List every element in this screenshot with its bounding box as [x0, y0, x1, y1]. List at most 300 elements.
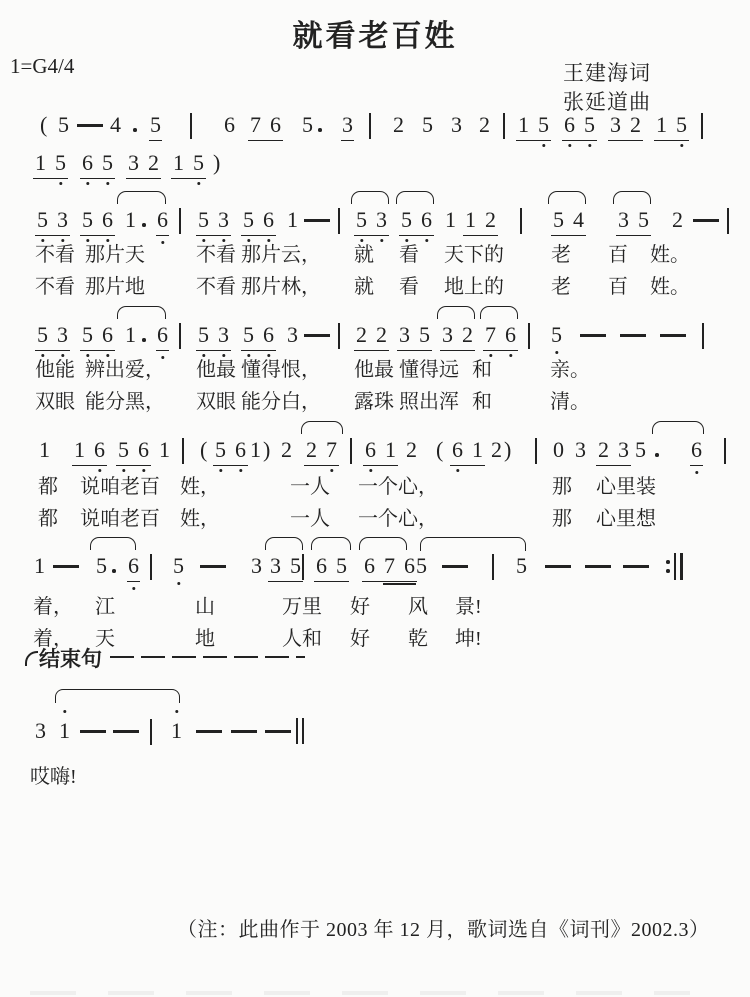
slur [117, 191, 166, 204]
octave-dot-below [239, 469, 242, 472]
note: 1 [385, 437, 396, 462]
song-title: 就看老百姓 [292, 20, 458, 53]
note: 1 [445, 207, 456, 232]
duration-dash [545, 565, 571, 568]
note: 1 [250, 437, 261, 462]
note: 6 [156, 322, 169, 351]
note: 5 [37, 207, 48, 233]
note: 5 [193, 150, 204, 176]
bar [296, 718, 298, 744]
beam-group [450, 437, 485, 466]
slur [311, 537, 351, 550]
note: 6 [82, 150, 93, 176]
note: 7 [326, 437, 337, 463]
barline [727, 208, 729, 234]
repeat-dot [666, 560, 670, 564]
beam-group [596, 437, 631, 466]
lyric-segment: 不看 [196, 244, 236, 266]
beam-group [116, 437, 151, 466]
note: 6 [505, 322, 516, 348]
barline [369, 113, 371, 139]
note: 5 [356, 207, 367, 233]
note: 3 [341, 112, 354, 141]
note: 5 [516, 553, 527, 578]
slur [396, 191, 434, 204]
beam-group [35, 322, 70, 351]
note: 1 [159, 437, 170, 462]
lyric-segment: 亲。 [550, 359, 590, 381]
lyric-segment: 乾 [408, 628, 428, 650]
lyric-segment: 心里装 [596, 476, 656, 498]
note: 3 [451, 112, 462, 137]
note: 6 [224, 112, 235, 137]
beam-group [562, 112, 597, 141]
slur [480, 306, 518, 319]
lyric-segment: 那片地 [85, 276, 145, 298]
note: 3 [251, 553, 262, 578]
augmentation-dot [142, 223, 146, 227]
note: 6 [452, 437, 463, 463]
note: 6 [421, 207, 432, 233]
note: 5 [58, 112, 69, 137]
note: 5 [302, 112, 313, 137]
coda-curve-icon [25, 651, 38, 666]
augmentation-dot [655, 453, 659, 457]
note: 5 [37, 322, 48, 348]
notation-text: ( [40, 112, 48, 137]
barline [701, 113, 703, 139]
lyric-segment: 好 [350, 628, 370, 650]
duration-dash [304, 334, 330, 337]
repeat-dots [666, 560, 670, 572]
slur [55, 689, 180, 703]
beam-group [126, 150, 161, 179]
repeat-barline [666, 553, 683, 580]
barline [492, 554, 494, 580]
note: 5 [419, 322, 430, 347]
octave-dot-below [542, 144, 545, 147]
note: 1 [125, 207, 136, 232]
duration-dash [693, 219, 719, 222]
lyric-segment: 双眼 [35, 391, 75, 413]
duration-dash [265, 730, 291, 733]
lyric-segment: 地上的 [444, 276, 504, 298]
note: 5 [638, 207, 649, 232]
note: 5 [635, 437, 646, 462]
note: 2 [356, 322, 367, 347]
key-signature: 1=G4/4 [10, 54, 75, 78]
lyric-segment: 天 [95, 628, 115, 650]
note: 1 [35, 150, 46, 175]
note: 5 [96, 553, 107, 578]
barline [520, 208, 522, 234]
note: 1 [125, 322, 136, 347]
barline [190, 113, 192, 139]
note: 2 [462, 322, 473, 347]
octave-dot-below [177, 582, 180, 585]
note: 3 [287, 322, 298, 347]
note: 4 [110, 112, 121, 137]
beam-group [397, 322, 432, 351]
lyric-segment: 双眼 [196, 391, 236, 413]
octave-dot-below [161, 241, 164, 244]
lyric-segment: 清。 [550, 391, 590, 413]
duration-dash [200, 565, 226, 568]
beam-group [354, 207, 389, 236]
beam-group [304, 437, 339, 466]
lyric-segment: 风 [408, 596, 428, 618]
note: 6 [102, 207, 113, 233]
beam-group [654, 112, 689, 141]
note: 3 [218, 207, 229, 233]
lyric-segment: 说咱老百 [80, 508, 160, 530]
beam-group [551, 207, 586, 236]
notation-text: ( [436, 437, 444, 462]
note: 3 [57, 207, 68, 233]
duration-dash [660, 334, 686, 337]
coda-dash-line [110, 656, 305, 658]
note: 3 [218, 322, 229, 348]
augmentation-dot [112, 569, 116, 573]
bar [302, 718, 304, 744]
note: 3 [57, 322, 68, 348]
lyricist-credit: 王建海词 [563, 61, 651, 85]
note: 2 [479, 112, 490, 137]
lyric-segment: 一个心， [358, 508, 438, 530]
note: 4 [573, 207, 584, 232]
octave-dot-below [197, 182, 200, 185]
slur [90, 537, 136, 550]
duration-dash [580, 334, 606, 337]
lyric-segment: 姓。 [650, 276, 690, 298]
lyric-segment: 着， [33, 596, 73, 618]
lyric-segment: 照出浑 [399, 391, 459, 413]
lyric-segment: 姓， [180, 508, 220, 530]
beam-group [80, 207, 115, 236]
note: 2 [672, 207, 683, 232]
slur [437, 306, 475, 319]
duration-dash [623, 565, 649, 568]
lyric-segment: 懂得远 [399, 359, 459, 381]
note: 1 [58, 718, 71, 744]
slur [613, 191, 651, 204]
note: 3 [376, 207, 387, 233]
page-edge-artifact [30, 991, 690, 995]
beam-group [35, 207, 70, 236]
note: 5 [118, 437, 129, 463]
lyric-segment: 就 [354, 276, 374, 298]
lyric-segment: 百 [608, 244, 628, 266]
note: 6 [156, 207, 169, 236]
note: 6 [102, 322, 113, 348]
note: 5 [676, 112, 687, 138]
octave-dot-below [330, 469, 333, 472]
thin-bar [674, 553, 676, 580]
lyric-segment: 他能 [35, 359, 75, 381]
note: 6 [235, 437, 246, 463]
octave-dot-below [106, 182, 109, 185]
composer-credit: 张延道曲 [563, 90, 651, 114]
note: 5 [550, 322, 563, 348]
note: 6 [365, 437, 376, 463]
note: 2 [148, 150, 159, 175]
repeat-dot [666, 569, 670, 573]
note: 5 [538, 112, 549, 138]
octave-dot-below [132, 587, 135, 590]
note: 1 [170, 718, 183, 744]
note: 5 [215, 437, 226, 463]
octave-dot-below [588, 144, 591, 147]
barline [302, 554, 304, 580]
barline [702, 323, 704, 349]
note: 7 [250, 112, 261, 137]
barline [150, 554, 152, 580]
barline [350, 438, 352, 464]
beam-group [241, 322, 276, 351]
note: 5 [172, 553, 185, 579]
note: 7 [384, 553, 395, 578]
barline [724, 438, 726, 464]
note: 5 [55, 150, 66, 176]
lyric-segment: 那片云， [241, 244, 321, 266]
note: 5 [422, 112, 433, 137]
beam-subgroup [384, 553, 415, 579]
lyric-segment: 地 [195, 628, 215, 650]
note: 5 [82, 322, 93, 348]
note: 5 [198, 207, 209, 233]
duration-dash [113, 730, 139, 733]
lyric-segment: 不看 [35, 276, 75, 298]
lyric-segment: 都 [38, 476, 58, 498]
duration-dash [53, 565, 79, 568]
note: 1 [173, 150, 184, 175]
octave-dot-below [59, 182, 62, 185]
note: 5 [416, 553, 427, 578]
note: 2 [281, 437, 292, 462]
barline [150, 719, 152, 745]
note: 1 [472, 437, 483, 462]
beam-group [196, 207, 231, 236]
lyric-segment: 看 [399, 244, 419, 266]
note: 7 [485, 322, 496, 348]
lyric-segment: 好 [350, 596, 370, 618]
lyric-segment: 那片天 [85, 244, 145, 266]
note: 2 [376, 322, 387, 347]
lyric-segment: 和 [472, 359, 492, 381]
lyric-segment: 万里 [282, 596, 322, 618]
beam-group [362, 553, 417, 582]
note: 5 [102, 150, 113, 176]
lyric-segment: 能分白， [241, 391, 321, 413]
note: 6 [263, 207, 274, 233]
note: 6 [364, 553, 375, 578]
slur [420, 537, 526, 551]
beam-group [314, 553, 349, 582]
beam-group [248, 112, 283, 141]
slur [548, 191, 586, 204]
beam-group [463, 207, 498, 236]
duration-dash [620, 334, 646, 337]
slur [301, 421, 343, 434]
beam-group [363, 437, 398, 466]
note: 2 [406, 437, 417, 462]
note: 6 [263, 322, 274, 348]
beam-group [196, 322, 231, 351]
octave-dot-below [695, 471, 698, 474]
slur [652, 421, 704, 434]
footnote: （注：此曲作于 2003 年 12 月，歌词选自《词刊》2002.3） [177, 919, 710, 941]
final-barline [296, 718, 304, 744]
beam-group [213, 437, 248, 466]
note: 6 [690, 437, 703, 466]
lyric-segment: 江 [95, 596, 115, 618]
lyric-segment: 姓， [180, 476, 220, 498]
note: 6 [94, 437, 105, 463]
duration-dash [80, 730, 106, 733]
beam-group [268, 553, 303, 582]
lyric-segment: 人和 [282, 628, 322, 650]
note: 5 [584, 112, 595, 138]
lyric-segment: 坤! [455, 628, 482, 650]
note: 3 [610, 112, 621, 137]
octave-dot-below [425, 239, 428, 242]
note: 5 [198, 322, 209, 348]
note: 3 [442, 322, 453, 347]
note: 5 [243, 207, 254, 233]
slur [117, 306, 166, 319]
lyric-segment: 懂得恨， [241, 359, 321, 381]
note: 5 [149, 112, 162, 141]
slur [359, 537, 407, 550]
augmentation-dot [318, 128, 322, 132]
note: 2 [491, 437, 502, 462]
note: 2 [485, 207, 496, 232]
note: 3 [575, 437, 586, 462]
note: 2 [598, 437, 609, 462]
note: 3 [399, 322, 410, 347]
note: 1 [34, 553, 45, 578]
barline [182, 438, 184, 464]
lyric-segment: 那 [552, 476, 572, 498]
note: 6 [127, 553, 140, 582]
note: 6 [270, 112, 281, 137]
octave-dot-below [509, 354, 512, 357]
barline [179, 208, 181, 234]
augmentation-dot [133, 128, 137, 132]
lyric-segment: 他最 [354, 359, 394, 381]
lyric-segment: 都 [38, 508, 58, 530]
barline [338, 208, 340, 234]
note: 5 [336, 553, 347, 578]
lyric-segment: 一人 [290, 508, 330, 530]
note: 3 [128, 150, 139, 175]
lyric-segment: 那 [552, 508, 572, 530]
lyric-segment: 一人 [290, 476, 330, 498]
lyric-segment: 山 [195, 596, 215, 618]
octave-dot-below [380, 239, 383, 242]
beam-group [440, 322, 475, 351]
note: 3 [618, 437, 629, 462]
octave-dot-below [86, 182, 89, 185]
octave-dot-above [175, 710, 178, 713]
beam-group [80, 150, 115, 179]
beam-group [80, 322, 115, 351]
beam-group [608, 112, 643, 141]
lyric-segment: 辨出爱， [85, 359, 165, 381]
lyric-segment: 能分黑， [85, 391, 165, 413]
octave-dot-below [456, 469, 459, 472]
note: 2 [393, 112, 404, 137]
lyric-segment: 露珠 [354, 391, 394, 413]
slur [265, 537, 303, 550]
beam-group [171, 150, 206, 179]
lyric-segment: 老 [551, 276, 571, 298]
note: 1 [465, 207, 476, 232]
duration-dash [304, 219, 330, 222]
note: 6 [404, 553, 415, 578]
note: 5 [401, 207, 412, 233]
beam-group [616, 207, 651, 236]
note: 6 [564, 112, 575, 138]
lyric-segment: 百 [608, 276, 628, 298]
note: 3 [618, 207, 629, 232]
barline [535, 438, 537, 464]
lyric-segment: 着， [33, 628, 73, 650]
beam-group [516, 112, 551, 141]
lyric-segment: 他最 [196, 359, 236, 381]
notation-text: ) [213, 150, 221, 175]
barline [338, 323, 340, 349]
thick-bar [680, 553, 684, 580]
note: 5 [82, 207, 93, 233]
note: 0 [553, 437, 564, 462]
duration-dash [196, 730, 222, 733]
augmentation-dot [142, 338, 146, 342]
lyric-segment: 心里想 [596, 508, 656, 530]
lyric-segment: 老 [551, 244, 571, 266]
notation-text: ( [200, 437, 208, 462]
duration-dash [77, 124, 103, 127]
beam-group [241, 207, 276, 236]
note: 5 [553, 207, 564, 232]
lyric-segment: 说咱老百 [80, 476, 160, 498]
note: 1 [287, 207, 298, 232]
note: 3 [270, 553, 281, 578]
beam-group [399, 207, 434, 236]
note: 1 [656, 112, 667, 137]
barline [179, 323, 181, 349]
beam-group [483, 322, 518, 351]
octave-dot-below [568, 144, 571, 147]
octave-dot-above [63, 710, 66, 713]
lyric-segment: 那片林， [241, 276, 321, 298]
lyric-segment: 姓。 [650, 244, 690, 266]
lyric-segment: 一个心， [358, 476, 438, 498]
lyric-segment: 景! [455, 596, 482, 618]
lyric-segment: 就 [354, 244, 374, 266]
note: 1 [74, 437, 85, 462]
lyric-segment: 天下的 [444, 244, 504, 266]
slur [351, 191, 389, 204]
lyric-segment: 哎嗨! [30, 766, 77, 788]
lyric-segment: 不看 [196, 276, 236, 298]
beam-group [72, 437, 107, 466]
beam-group [354, 322, 389, 351]
note: 5 [243, 322, 254, 348]
notation-text: ) [263, 437, 271, 462]
note: 5 [290, 553, 301, 578]
lyric-segment: 看 [399, 276, 419, 298]
